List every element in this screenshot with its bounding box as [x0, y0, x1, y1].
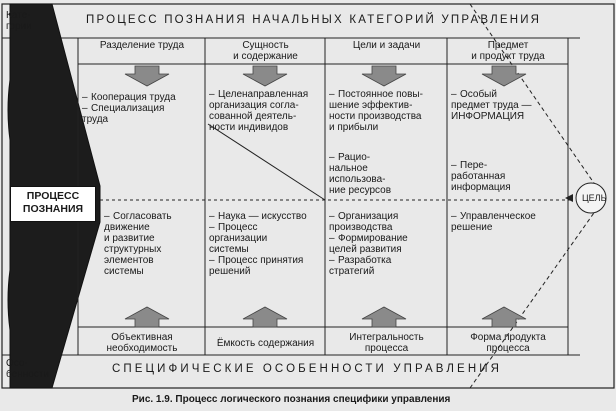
- col1-upper-item-1: – Кооперация труда: [82, 92, 176, 103]
- col2-upper-item-1: – Целенаправленная организация согла- сованной деятель- ности индивидов: [209, 89, 309, 133]
- column-title-2: Сущность и содержание: [233, 40, 298, 62]
- column-bottom-3: Интегральность процесса: [349, 332, 424, 354]
- col3-lower-item-3: – Разработка стратегий: [329, 255, 392, 277]
- up-arrow-3: [362, 307, 406, 327]
- figure-caption: Рис. 1.9. Процесс логического познания специфики управления: [132, 394, 451, 405]
- up-arrow-4: [482, 307, 526, 327]
- col4-lower-item-1: – Управленческое решение: [451, 211, 536, 233]
- col3-lower-item-2: – Формирование целей развития: [329, 233, 408, 255]
- goal-label: ЦЕЛЬ: [582, 193, 607, 203]
- down-arrow-3: [362, 66, 406, 86]
- col1-lower-item-1: – Согласовать движение и развитие структурных элементов системы: [104, 211, 172, 277]
- col4-upper-item-1: – Особый предмет труда — ИНФОРМАЦИЯ: [451, 89, 532, 122]
- col2-lower-item-1: – Наука — искусство: [209, 211, 307, 222]
- col2-lower-item-3: – Процесс принятия решений: [209, 255, 304, 277]
- top-banner-title: ПРОЦЕСС ПОЗНАНИЯ НАЧАЛЬНЫХ КАТЕГОРИЙ УПРАВЛЕНИЯ: [86, 14, 542, 26]
- down-arrow-2: [243, 66, 287, 86]
- process-label: ПРОЦЕСС ПОЗНАНИЯ: [10, 186, 96, 222]
- features-label: Осо- бенности: [6, 358, 49, 380]
- column-title-3: Цели и задачи: [352, 40, 421, 51]
- bottom-banner-title: СПЕЦИФИЧЕСКИЕ ОСОБЕННОСТИ УПРАВЛЕНИЯ: [112, 363, 502, 375]
- column-bottom-4: Форма продукта процесса: [470, 332, 546, 354]
- col2-lower-item-2: – Процесс организации системы: [209, 222, 268, 255]
- col4-upper-item-2: – Пере- работанная информация: [451, 160, 511, 193]
- categories-label: Кате- гории: [6, 10, 32, 32]
- column-bottom-2: Ёмкость содержания: [216, 338, 315, 349]
- up-arrow-1: [125, 307, 169, 327]
- column-bottom-1: Объективная необходимость: [106, 332, 178, 354]
- col3-lower-item-1: – Организация производства: [329, 211, 399, 233]
- down-arrow-1: [125, 66, 169, 86]
- col3-upper-item-1: – Постоянное повы- шение эффектив- ности производства и прибыли: [329, 89, 423, 133]
- up-arrow-2: [243, 307, 287, 327]
- column-title-4: Предмет и продукт труда: [471, 40, 545, 62]
- col3-upper-item-2: – Рацио- нальное использова- ние ресурсов: [329, 152, 392, 196]
- down-arrow-4: [482, 66, 526, 86]
- column-title-1: Разделение труда: [99, 40, 185, 51]
- col1-upper-item-2: – Специализация труда: [82, 103, 165, 125]
